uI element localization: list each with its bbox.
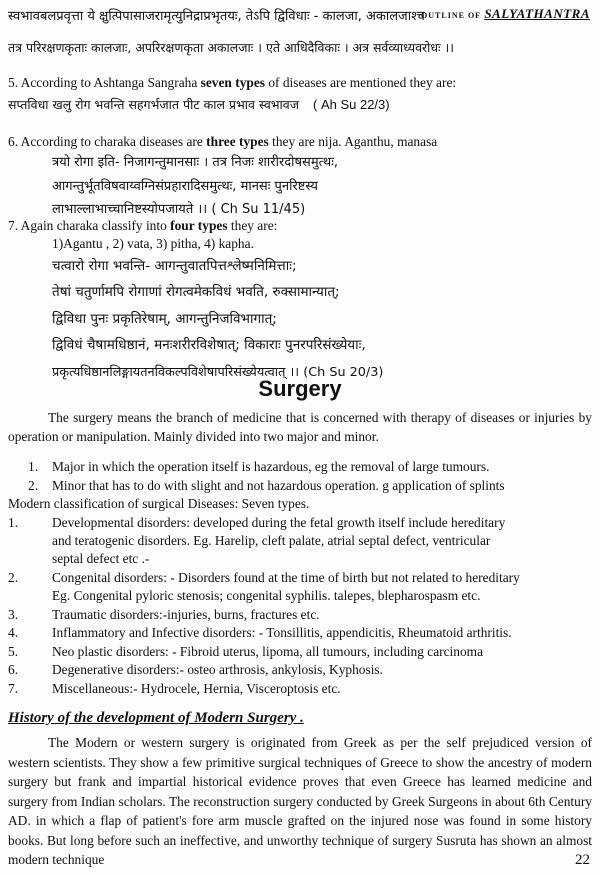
point-6-sanskrit-2: आगन्तुर्भूतविषवाय्वग्निसंप्रहारादिसमुत्थः, मानसः पुनरिष्टस्य [52, 179, 318, 194]
type-num-7: 7. [8, 681, 19, 696]
type-1-line-2: and teratogenic disorders. Eg. Harelip, cleft palate, atrial septal defect, ventricular [52, 533, 491, 548]
type-2-line-1: Congenital disorders: - Disorders found at the time of birth but not related to hereditary [52, 570, 520, 585]
history-heading: History of the development of Modern Surgery . [8, 710, 304, 726]
division-num-1: 1. [28, 459, 39, 474]
point-7-sanskrit-2: तेषां चतुर्णामपि रोगाणां रोगत्वमेकविधं भवति, रुक्सामान्यात्; [52, 284, 340, 300]
type-num-3: 3. [8, 607, 19, 622]
running-head [421, 6, 590, 22]
sanskrit-line-1: स्वभावबलप्रवृत्ता ये क्षुत्पिपासाजरामृत्युनिद्राप्रभृतयः, तेऽपि द्विविधाः - कालजा, अकालजाश्च [8, 9, 425, 24]
point-7-sanskrit-5: प्रकृत्यधिष्ठानलिङ्गायतनविकल्पविशेषापरिसंख्येयत्वात् ।। (Ch Su 20/3) [52, 365, 384, 380]
point-6-sanskrit-1: त्रयो रोगा इति- निजागन्तुमानसाः । तत्र निजः शारीरदोषसमुत्थः, [52, 155, 338, 170]
type-1-line-3: septal defect etc .- [52, 551, 150, 566]
point-7: 7. Again charaka classify into four types they are: [8, 218, 278, 233]
point-5: 5. According to Ashtanga Sangraha seven types of diseases are mentioned they are: [8, 75, 457, 90]
division-num-2: 2. [28, 478, 39, 493]
running-head-title: SALYATHANTRA [484, 6, 590, 21]
surgery-intro: The surgery means the branch of medicine that is concerned with therapy of diseases or injuries by operation or manipulation. Mainly divided into two major and minor. [8, 410, 592, 444]
point-7-sanskrit-4: द्विविधं चैषामधिष्ठानं, मनःशरीरविशेषात्; विकाराः पुनरपरिसंख्येयाः, [52, 337, 366, 353]
type-num-1: 1. [8, 515, 19, 530]
division-text-1: Major in which the operation itself is hazardous, eg the removal of large tumours. [52, 459, 490, 474]
point-7-sanskrit-1: चत्वारो रोगा भवन्ति- आगन्तुवातपित्तश्लेष्मनिमित्ताः; [52, 258, 297, 274]
type-4-line-1: Inflammatory and Infective disorders: - Tonsillitis, appendicitis, Rheumatoid arthritis. [52, 625, 512, 640]
sanskrit-line-2: तत्र परिरक्षणकृताः कालजाः, अपरिरक्षणकृता अकालजाः । एते आधिदैविकाः । अत्र सर्वव्याध्यवरोधः ।। [8, 40, 455, 55]
point-7-list: 1)Agantu , 2) vata, 3) pitha, 4) kapha. [52, 236, 254, 251]
classification-heading: Modern classification of surgical Diseases: Seven types. [8, 496, 310, 511]
type-num-4: 4. [8, 625, 19, 640]
type-num-2: 2. [8, 570, 19, 585]
type-num-6: 6. [8, 662, 19, 677]
point-6: 6. According to charaka diseases are three types they are nija. Aganthu, manasa [8, 134, 438, 149]
running-head-prefix: OUTLINE OF [421, 11, 482, 20]
type-num-5: 5. [8, 644, 19, 659]
point-7-sanskrit-3: द्विविधा पुनः प्रकृतिरेषाम्, आगन्तुनिजविभागात्; [52, 311, 277, 327]
type-2-line-2: Eg. Congenital pyloric stenosis; congenital syphilis. talepes, blepharospasm etc. [52, 588, 481, 603]
type-3-line-1: Traumatic disorders:-injuries, burns, fractures etc. [52, 607, 320, 622]
type-1-line-1: Developmental disorders: developed during the fetal growth itself include hereditary [52, 515, 506, 530]
type-6-line-1: Degenerative disorders:- osteo arthrosis, ankylosis, Kyphosis. [52, 662, 383, 677]
section-title-surgery: Surgery [258, 376, 342, 401]
point-6-sanskrit-3: लाभाल्लाभाच्चानिष्टस्योपजायते ।। ( Ch Su 11/45) [52, 202, 306, 217]
page-number: 22 [575, 852, 590, 868]
division-text-2: Minor that has to do with slight and not hazardous operation. g application of splints [52, 478, 505, 493]
type-7-line-1: Miscellaneous:- Hydrocele, Hernia, Visceroptosis etc. [52, 681, 341, 696]
point-5-sanskrit: सप्तविधा खलु रोग भवन्ति सहगर्भजात पीट काल प्रभाव स्वभावज ( Ah Su 22/3) [8, 97, 390, 112]
history-paragraph: The Modern or western surgery is originated from Greek as per the self prejudiced version of western scientists. They show a few primitive surgical techniques of Greece to show the ancestry of modern surgery but frank and impartial historical evidence proves that even Greece has learned medicine and surgery from Indian scholars. The reconstruction surgery conducted by Greek Surgeons in about 6th Century AD. in which a flap of patient's fore arm muscle grafted on the injured nose was found in some history books. But long before such an ineffective, and unworthy technique of surgery Susruta has shown an almost modern technique [8, 735, 592, 867]
type-5-line-1: Neo plastic disorders: - Fibroid uterus, lipoma, all tumours, including carcinoma [52, 644, 484, 659]
